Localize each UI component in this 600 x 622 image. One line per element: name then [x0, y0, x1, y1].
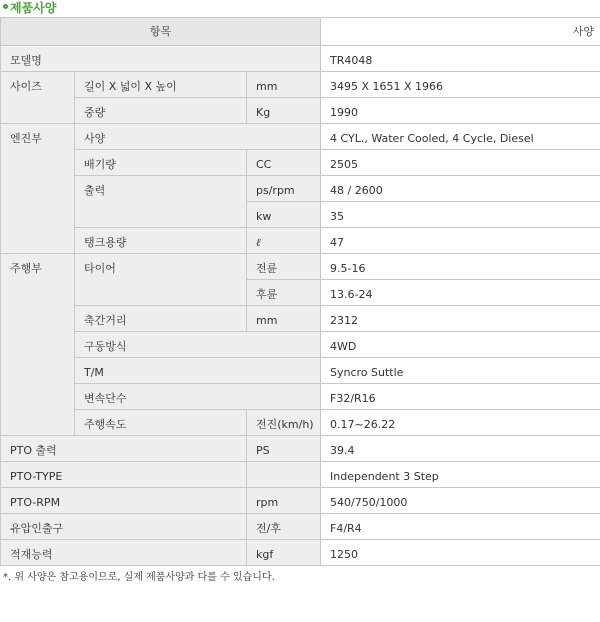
table-row: [1, 540, 600, 566]
table-row: [1, 98, 600, 124]
row-label-engine-spec: 사양: [75, 124, 321, 150]
row-unit-tire-front: 전륜: [247, 254, 321, 280]
row-value-tire-rear: 13.6-24: [321, 280, 600, 306]
row-label-output: 출력: [75, 176, 247, 228]
row-unit-load: kgf: [247, 540, 321, 566]
row-value-model: TR4048: [321, 46, 600, 72]
row-label-pto-rpm: PTO-RPM: [1, 488, 247, 514]
table-row: [1, 176, 600, 202]
table-header-row: [1, 18, 600, 46]
circle-bullet-icon: [3, 4, 8, 9]
row-unit-pto-rpm: rpm: [247, 488, 321, 514]
row-value-output-kw: 35: [321, 202, 600, 228]
row-value-size: 3495 X 1651 X 1966: [321, 72, 600, 98]
row-value-tank: 47: [321, 228, 600, 254]
table-row: [1, 436, 600, 462]
group-label-drive: 주행부: [1, 254, 75, 436]
row-value-pto-output: 39.4: [321, 436, 600, 462]
row-value-load: 1250: [321, 540, 600, 566]
table-row: [1, 514, 600, 540]
row-unit-speed: 전진(km/h): [247, 410, 321, 436]
table-row: [1, 72, 600, 98]
section-heading: [0, 0, 600, 17]
header-item: 항목: [1, 18, 321, 46]
row-label-pto-output: PTO 출력: [1, 436, 247, 462]
row-label-wheelbase: 축간거리: [75, 306, 247, 332]
table-row: [1, 462, 600, 488]
table-row: [1, 410, 600, 436]
row-value-tire-front: 9.5-16: [321, 254, 600, 280]
row-label-displacement: 배기량: [75, 150, 247, 176]
row-value-pto-type: Independent 3 Step: [321, 462, 600, 488]
table-row: [1, 306, 600, 332]
row-value-drive-type: 4WD: [321, 332, 600, 358]
row-label-tm: T/M: [75, 358, 321, 384]
table-row: [1, 384, 600, 410]
footnote: *. 위 사양은 참고용이므로, 실제 제품사양과 다를 수 있습니다.: [3, 572, 275, 583]
row-unit-pto-output: PS: [247, 436, 321, 462]
row-value-displacement: 2505: [321, 150, 600, 176]
table-row: [1, 124, 600, 150]
table-row: [1, 46, 600, 72]
row-value-output: 48 / 2600: [321, 176, 600, 202]
row-unit-output-kw: kw: [247, 202, 321, 228]
row-value-tm: Syncro Suttle: [321, 358, 600, 384]
group-label-engine: 엔진부: [1, 124, 75, 254]
row-label-model: 모델명: [1, 46, 321, 72]
row-label-tire: 타이어: [75, 254, 247, 306]
section-title: 제품사양: [10, 1, 57, 15]
spec-table: [0, 17, 600, 566]
table-row: [1, 150, 600, 176]
row-unit-weight: Kg: [247, 98, 321, 124]
row-value-pto-rpm: 540/750/1000: [321, 488, 600, 514]
row-unit-size: mm: [247, 72, 321, 98]
row-value-engine-spec: 4 CYL., Water Cooled, 4 Cycle, Diesel: [321, 124, 600, 150]
row-label-tank: 탱크용량: [75, 228, 247, 254]
row-value-speed: 0.17~26.22: [321, 410, 600, 436]
row-label-size: 길이 X 넓이 X 높이: [75, 72, 247, 98]
table-row: [1, 358, 600, 384]
table-row: [1, 488, 600, 514]
table-row: [1, 228, 600, 254]
row-unit-hydraulic: 전/후: [247, 514, 321, 540]
row-value-wheelbase: 2312: [321, 306, 600, 332]
row-unit-tire-rear: 후륜: [247, 280, 321, 306]
row-label-pto-type: PTO-TYPE: [1, 462, 247, 488]
table-row: [1, 254, 600, 280]
row-label-speed: 주행속도: [75, 410, 247, 436]
row-value-weight: 1990: [321, 98, 600, 124]
row-unit-wheelbase: mm: [247, 306, 321, 332]
row-label-weight: 중량: [75, 98, 247, 124]
group-label-size: 사이즈: [1, 72, 75, 124]
row-unit-pto-type: [247, 462, 321, 488]
row-label-drive-type: 구동방식: [75, 332, 321, 358]
row-label-gears: 변속단수: [75, 384, 321, 410]
row-unit-output: ps/rpm: [247, 176, 321, 202]
header-spec: 사양: [321, 18, 600, 46]
row-label-hydraulic: 유압인출구: [1, 514, 247, 540]
table-row: [1, 332, 600, 358]
row-unit-tank: ℓ: [247, 228, 321, 254]
row-unit-displacement: CC: [247, 150, 321, 176]
row-value-hydraulic: F4/R4: [321, 514, 600, 540]
row-value-gears: F32/R16: [321, 384, 600, 410]
row-label-load: 적재능력: [1, 540, 247, 566]
